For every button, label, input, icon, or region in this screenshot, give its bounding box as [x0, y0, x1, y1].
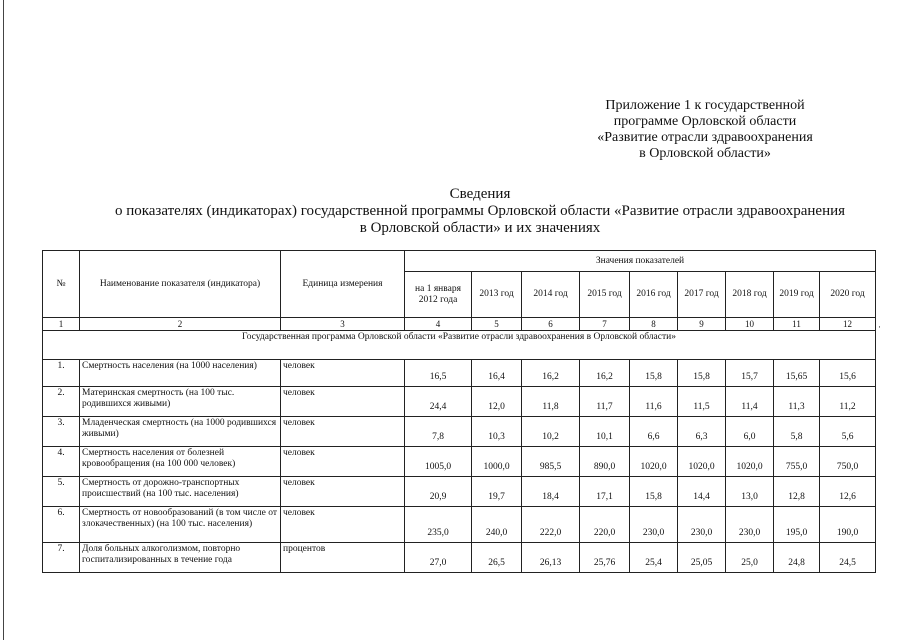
indicator-name: Младенческая смертность (на 1000 родившихся живыми) [80, 417, 281, 447]
appendix-line: «Развитие отрасли здравоохранения [597, 130, 813, 145]
appendix-note [560, 98, 850, 162]
value-cell: 16,2 [522, 360, 580, 387]
column-number: 10 [726, 318, 774, 331]
value-cell: 230,0 [630, 507, 678, 543]
column-number: 3 [281, 318, 405, 331]
table-row [43, 387, 876, 417]
value-cell: 15,8 [630, 477, 678, 507]
value-cell: 27,0 [405, 543, 472, 573]
value-cell: 240,0 [472, 507, 522, 543]
row-number: 7. [43, 543, 80, 573]
value-cell: 16,5 [405, 360, 472, 387]
margin-mark: · [878, 322, 881, 332]
column-number: 6 [522, 318, 580, 331]
unit-cell: человек [281, 360, 405, 387]
value-cell: 5,6 [820, 417, 876, 447]
row-number: 5. [43, 477, 80, 507]
value-cell: 235,0 [405, 507, 472, 543]
header-values-group: Значения показателей [405, 251, 876, 272]
unit-cell: человек [281, 387, 405, 417]
value-cell: 25,05 [678, 543, 726, 573]
column-number: 7 [580, 318, 630, 331]
table-row [43, 543, 876, 573]
value-cell: 6,6 [630, 417, 678, 447]
value-cell: 20,9 [405, 477, 472, 507]
indicator-name: Смертность населения от болезней кровообращения (на 100 000 человек) [80, 447, 281, 477]
value-cell: 11,6 [630, 387, 678, 417]
column-number: 2 [80, 318, 281, 331]
value-cell: 24,4 [405, 387, 472, 417]
indicator-name: Смертность от новообразований (в том числе от злокачественных) (на 100 тыс. населения) [80, 507, 281, 543]
unit-cell: человек [281, 507, 405, 543]
table-row [43, 507, 876, 543]
column-number: 9 [678, 318, 726, 331]
appendix-line: программе Орловской области [613, 114, 797, 129]
value-cell: 11,7 [580, 387, 630, 417]
column-number: 11 [774, 318, 820, 331]
table-row [43, 417, 876, 447]
value-cell: 985,5 [522, 447, 580, 477]
value-cell: 25,4 [630, 543, 678, 573]
value-cell: 755,0 [774, 447, 820, 477]
value-cell: 5,8 [774, 417, 820, 447]
value-cell: 195,0 [774, 507, 820, 543]
header-year: 2020 год [820, 272, 876, 318]
value-cell: 1005,0 [405, 447, 472, 477]
value-cell: 15,6 [820, 360, 876, 387]
unit-cell: человек [281, 447, 405, 477]
title-line: о показателях (индикаторах) государственной программы Орловской области «Развитие отрасли здравоохранения [114, 203, 846, 219]
value-cell: 10,3 [472, 417, 522, 447]
value-cell: 1020,0 [726, 447, 774, 477]
value-cell: 6,0 [726, 417, 774, 447]
value-cell: 7,8 [405, 417, 472, 447]
row-number: 6. [43, 507, 80, 543]
value-cell: 12,8 [774, 477, 820, 507]
value-cell: 26,5 [472, 543, 522, 573]
table-row [43, 477, 876, 507]
indicators-table [42, 250, 876, 573]
value-cell: 10,2 [522, 417, 580, 447]
value-cell: 1020,0 [630, 447, 678, 477]
unit-cell: человек [281, 417, 405, 447]
header-year: 2019 год [774, 272, 820, 318]
value-cell: 15,8 [678, 360, 726, 387]
value-cell: 25,76 [580, 543, 630, 573]
value-cell: 230,0 [678, 507, 726, 543]
value-cell: 15,65 [774, 360, 820, 387]
value-cell: 14,4 [678, 477, 726, 507]
value-cell: 25,0 [726, 543, 774, 573]
document-title [40, 186, 905, 237]
value-cell: 12,6 [820, 477, 876, 507]
header-year: на 1 января 2012 года [405, 272, 472, 318]
row-number: 2. [43, 387, 80, 417]
indicator-name: Доля больных алкоголизмом, повторно госпитализированных в течение года [80, 543, 281, 573]
value-cell: 18,4 [522, 477, 580, 507]
value-cell: 11,2 [820, 387, 876, 417]
table-row [43, 447, 876, 477]
column-number: 5 [472, 318, 522, 331]
value-cell: 11,5 [678, 387, 726, 417]
value-cell: 890,0 [580, 447, 630, 477]
header-num: № [43, 251, 80, 318]
table-row [43, 360, 876, 387]
value-cell: 16,4 [472, 360, 522, 387]
header-year: 2013 год [472, 272, 522, 318]
value-cell: 230,0 [726, 507, 774, 543]
unit-cell: человек [281, 477, 405, 507]
value-cell: 15,8 [630, 360, 678, 387]
value-cell: 190,0 [820, 507, 876, 543]
header-unit: Единица измерения [281, 251, 405, 318]
value-cell: 10,1 [580, 417, 630, 447]
value-cell: 13,0 [726, 477, 774, 507]
header-year: 2014 год [522, 272, 580, 318]
value-cell: 1020,0 [678, 447, 726, 477]
value-cell: 17,1 [580, 477, 630, 507]
appendix-line: Приложение 1 к государственной [605, 98, 805, 113]
unit-cell: процентов [281, 543, 405, 573]
column-number: 1 [43, 318, 80, 331]
program-row: Государственная программа Орловской области «Развитие отрасли здравоохранения в Орловской области» [43, 331, 876, 360]
column-number: 8 [630, 318, 678, 331]
indicator-name: Смертность населения (на 1000 населения) [80, 360, 281, 387]
indicator-name: Смертность от дорожно-транспортных происшествий (на 100 тыс. населения) [80, 477, 281, 507]
title-line: в Орловской области» и их значениях [359, 220, 601, 236]
column-number: 12 [820, 318, 876, 331]
row-number: 4. [43, 447, 80, 477]
value-cell: 16,2 [580, 360, 630, 387]
row-number: 1. [43, 360, 80, 387]
header-name: Наименование показателя (индикатора) [80, 251, 281, 318]
value-cell: 11,8 [522, 387, 580, 417]
header-year: 2016 год [630, 272, 678, 318]
header-year: 2017 год [678, 272, 726, 318]
value-cell: 6,3 [678, 417, 726, 447]
value-cell: 24,8 [774, 543, 820, 573]
column-number: 4 [405, 318, 472, 331]
appendix-line: в Орловской области» [639, 146, 771, 161]
value-cell: 220,0 [580, 507, 630, 543]
value-cell: 1000,0 [472, 447, 522, 477]
value-cell: 11,4 [726, 387, 774, 417]
value-cell: 750,0 [820, 447, 876, 477]
title-line: Сведения [449, 186, 511, 202]
value-cell: 15,7 [726, 360, 774, 387]
header-year: 2015 год [580, 272, 630, 318]
row-number: 3. [43, 417, 80, 447]
page-edge-line [3, 0, 4, 640]
value-cell: 11,3 [774, 387, 820, 417]
value-cell: 12,0 [472, 387, 522, 417]
value-cell: 222,0 [522, 507, 580, 543]
indicator-name: Материнская смертность (на 100 тыс. родившихся живыми) [80, 387, 281, 417]
value-cell: 24,5 [820, 543, 876, 573]
header-year: 2018 год [726, 272, 774, 318]
value-cell: 19,7 [472, 477, 522, 507]
value-cell: 26,13 [522, 543, 580, 573]
